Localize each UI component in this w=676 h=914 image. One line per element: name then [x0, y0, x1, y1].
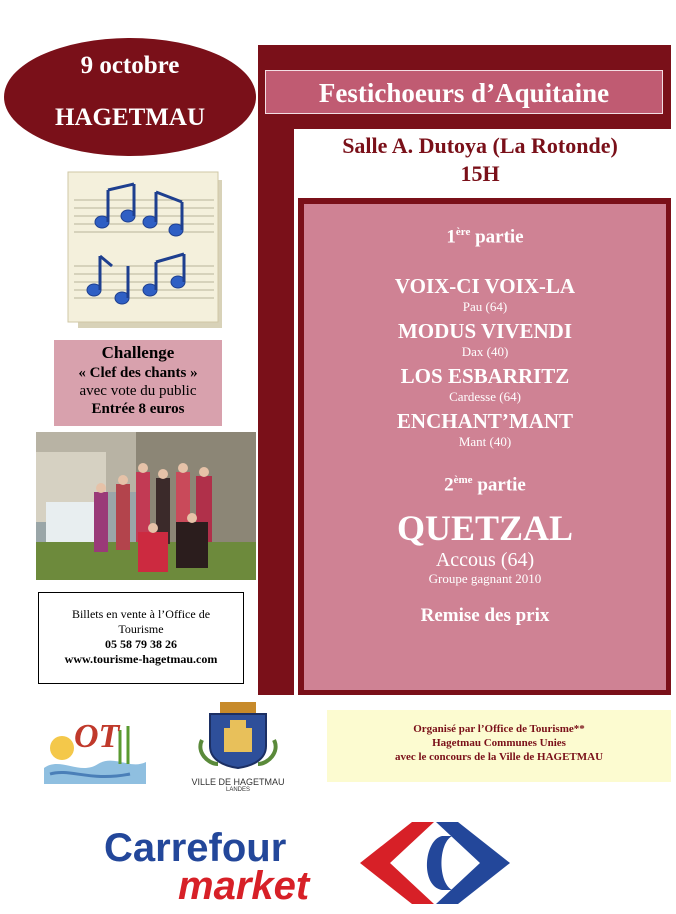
group-name: ENCHANT’MANT [396, 409, 574, 434]
ot-logo-text: OT [74, 718, 120, 755]
part-one-suffix: ère [455, 226, 471, 238]
tourism-office-logo [40, 712, 150, 787]
choir-photo [36, 432, 256, 580]
part-two-suffix: ème [453, 474, 473, 487]
date-badge [4, 38, 256, 156]
organizer-line-2: Hagetmau Communes Unies [432, 737, 566, 749]
part-two-word: partie [472, 474, 526, 496]
venue-time: 15H [460, 161, 500, 186]
event-date: 9 octobre [80, 52, 180, 79]
venue-name: Salle A. Dutoya (La Rotonde) [342, 133, 618, 158]
headliner-note: Groupe gagnant 2010 [428, 570, 542, 586]
group-city: Pau (64) [462, 299, 508, 315]
carrefour-logo-icon [350, 816, 520, 910]
part-one-word: partie [470, 226, 524, 248]
group-list [304, 274, 666, 450]
group-city: Dax (40) [461, 344, 509, 360]
tickets-website[interactable]: www.tourisme-hagetmau.com [64, 652, 218, 666]
part-one-heading [304, 226, 666, 248]
program-box [304, 204, 666, 690]
challenge-name: « Clef des chants » [78, 365, 198, 381]
event-title: Festichoeurs d’Aquitaine [265, 70, 663, 114]
organizer-line-1: Organisé par l’Office de Tourisme** [413, 723, 585, 735]
music-notes-icon [64, 170, 224, 330]
part-two-heading [304, 474, 666, 496]
headliner-name: QUETZAL [396, 507, 574, 548]
town-name: VILLE DE HAGETMAU [191, 777, 285, 787]
challenge-box [54, 340, 222, 426]
group-city: Cardesse (64) [449, 389, 521, 405]
group-name: VOIX-CI VOIX-LA [394, 274, 576, 299]
tickets-line-2: Tourisme [118, 622, 164, 636]
town-region: LANDES [225, 787, 250, 793]
town-crest [188, 700, 288, 795]
town-crest-icon [188, 700, 288, 770]
group-name: MODUS VIVENDI [397, 319, 573, 344]
tickets-phone: 05 58 79 38 26 [105, 637, 177, 651]
venue-info [300, 132, 660, 188]
part-one-number: 1 [446, 226, 456, 248]
sponsor-subname: market [178, 864, 310, 908]
challenge-entry-fee: Entrée 8 euros [91, 401, 185, 417]
maroon-column [258, 45, 294, 695]
group-name: LOS ESBARRITZ [400, 364, 570, 389]
challenge-title: Challenge [101, 343, 175, 362]
tickets-box [38, 592, 244, 684]
group-city: Mant (40) [458, 434, 512, 450]
tickets-line-1: Billets en vente à l’Office de [71, 607, 211, 621]
event-town: HAGETMAU [55, 104, 205, 131]
organizer-line-3: avec le concours de la Ville de HAGETMAU [394, 751, 604, 763]
part-two-number: 2 [444, 474, 454, 496]
headliner-city: Accous (64) [435, 548, 535, 571]
organizer-box [327, 710, 671, 782]
sponsor-name: Carrefour [104, 826, 287, 870]
closing-text: Remise des prix [420, 604, 550, 626]
challenge-vote: avec vote du public [79, 383, 197, 399]
